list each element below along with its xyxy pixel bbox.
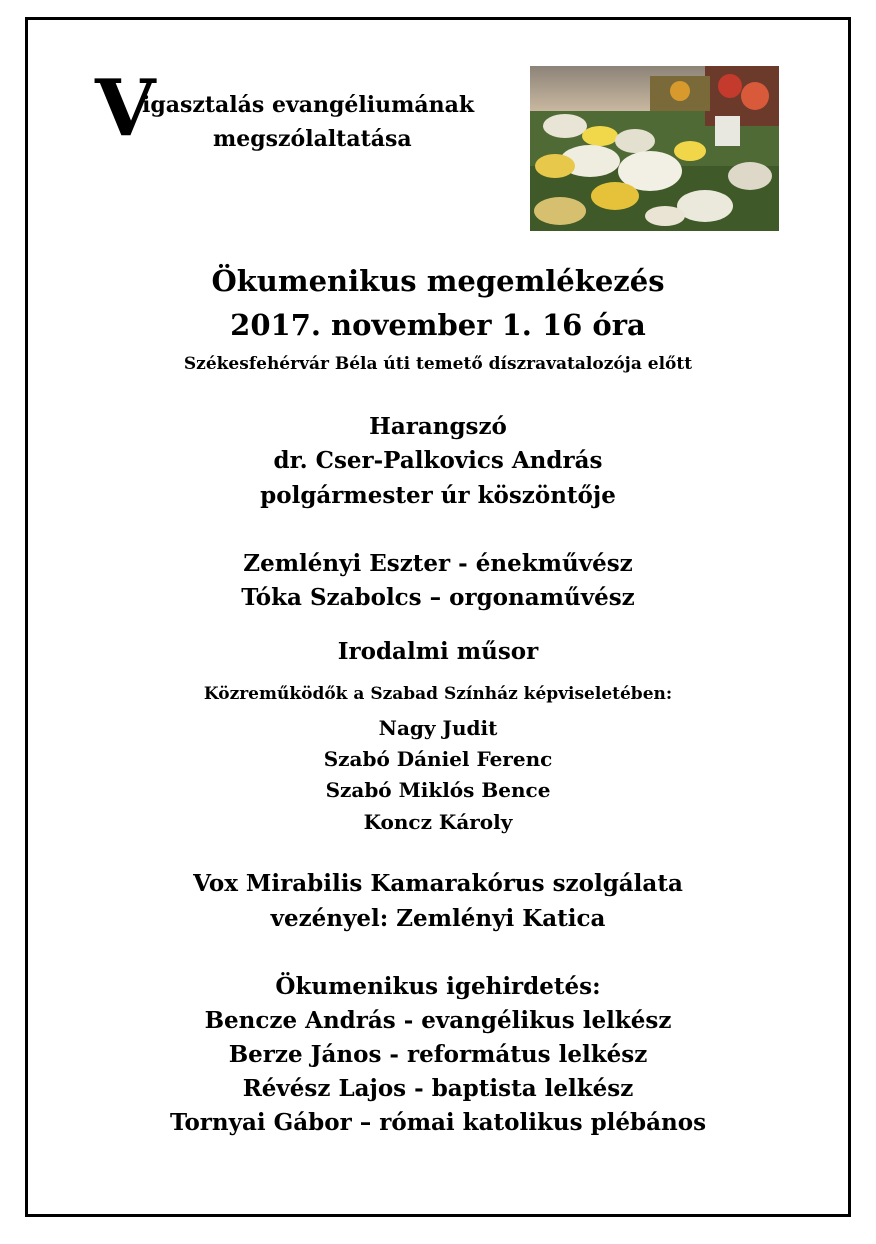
contributors-heading: Közreműködők a Szabad Színház képviseletében: [203,684,673,704]
preacher: Berze János - református lelkész [228,1041,648,1068]
contributor: Koncz Károly [363,810,513,834]
event-location: Székesfehérvár Béla úti temető díszravatalozója előtt [183,354,693,374]
greeter-role: polgármester úr köszöntője [260,482,616,509]
choir: Vox Mirabilis Kamarakórus szolgálata [193,870,683,897]
greeter-name: dr. Cser-Palkovics András [273,447,603,474]
chrysanthemum-photo [530,66,779,231]
preacher: Bencze András - evangélikus lelkész [204,1007,672,1034]
singer: Zemlényi Eszter - énekművész [243,550,633,577]
preacher: Tornyai Gábor – római katolikus plébános [169,1109,707,1136]
title-line-1: igasztalás evangéliumának [142,92,475,118]
contributor: Nagy Judit [378,716,498,740]
contributor: Szabó Miklós Bence [325,778,551,802]
organist: Tóka Szabolcs – orgonaművész [241,584,635,611]
conductor: vezényel: Zemlényi Katica [270,905,606,932]
title-line-2: megszólaltatása [213,126,412,152]
contributor: Szabó Dániel Ferenc [323,747,553,771]
event-datetime: 2017. november 1. 16 óra [230,308,646,342]
sermon-heading: Ökumenikus igehirdetés: [275,973,601,1000]
header-title [95,63,515,170]
literary-heading: Irodalmi műsor [337,638,539,665]
event-title: Ökumenikus megemlékezés [211,264,665,298]
preacher: Révész Lajos - baptista lelkész [242,1075,634,1102]
drop-cap: V [95,63,156,154]
program-bells: Harangszó [369,413,507,440]
